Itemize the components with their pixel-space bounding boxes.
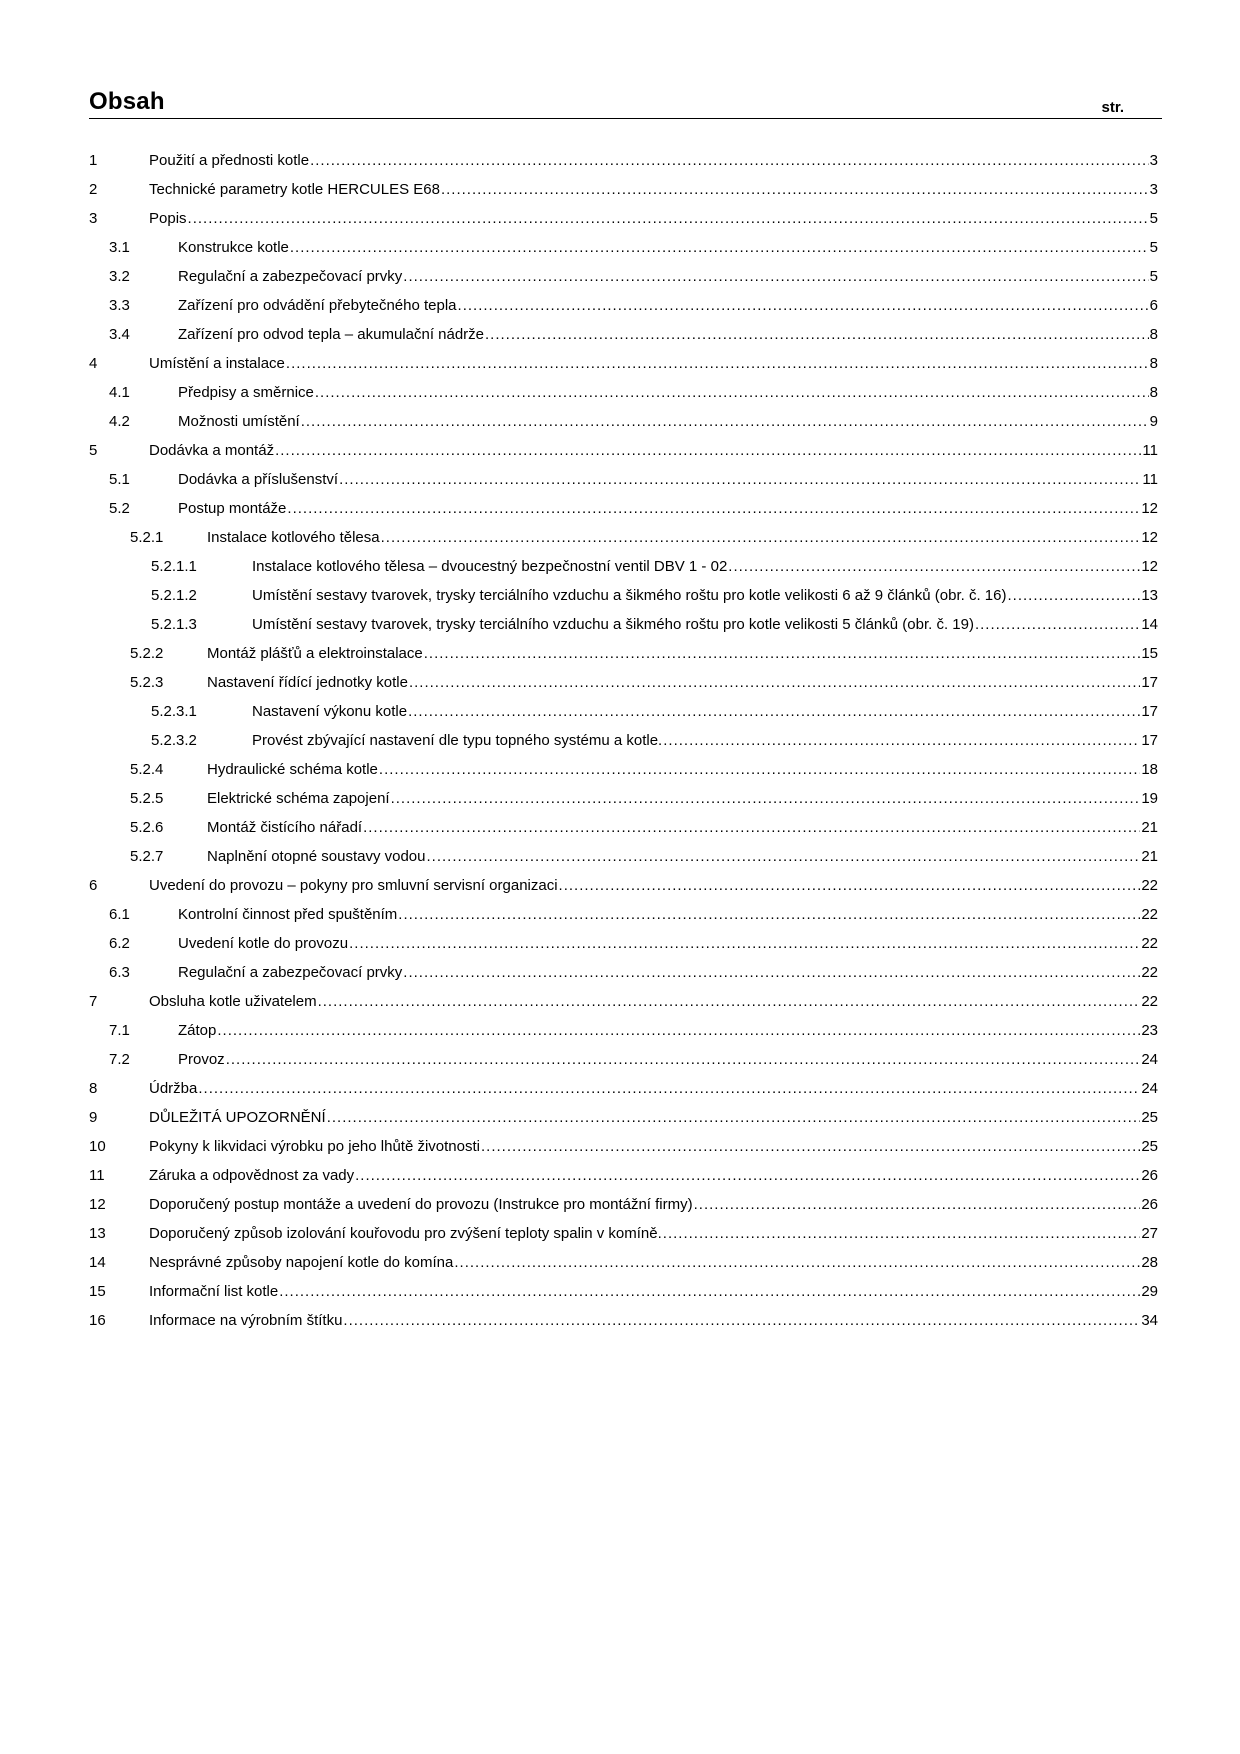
- toc-entry-page[interactable]: 14: [1141, 616, 1158, 633]
- toc-entry[interactable]: [89, 610, 1158, 639]
- toc-entry-body: [252, 610, 1158, 639]
- toc-entry-label[interactable]: Technické parametry kotle HERCULES E68: [149, 181, 440, 198]
- toc-entry-body: [207, 639, 1158, 668]
- toc-entry-label[interactable]: Provoz: [178, 1051, 225, 1068]
- toc-entry-number: 5.2.7: [130, 848, 164, 865]
- page-column-label: str.: [1101, 99, 1124, 116]
- toc-entry-body: [149, 146, 1158, 175]
- toc-entry-label[interactable]: Zátop: [178, 1022, 217, 1039]
- dot-leader: [355, 1161, 1140, 1190]
- dot-leader: [485, 320, 1149, 349]
- toc-entry[interactable]: [89, 958, 1158, 987]
- toc-entry-body: [149, 1219, 1158, 1248]
- toc-entry[interactable]: [89, 900, 1158, 929]
- toc-entry[interactable]: [89, 1190, 1158, 1219]
- toc-entry-number: 6.2: [109, 935, 130, 952]
- toc-entry-number: 5.2.6: [130, 819, 164, 836]
- toc-entry-number: 16: [89, 1312, 106, 1329]
- toc-entry-body: [252, 552, 1158, 581]
- toc-entry[interactable]: [89, 378, 1158, 407]
- toc-entry[interactable]: [89, 755, 1158, 784]
- toc-entry-page[interactable]: 12: [1141, 558, 1158, 575]
- dot-leader: [379, 755, 1140, 784]
- toc-entry[interactable]: [89, 581, 1158, 610]
- dot-leader: [301, 407, 1149, 436]
- toc-entry-label[interactable]: Uvedení do provozu – pokyny pro smluvní servisní organizaci: [149, 877, 558, 894]
- toc-entry-page[interactable]: 21: [1141, 848, 1158, 865]
- toc-entry-page[interactable]: 3: [1149, 152, 1158, 169]
- toc-entry-number: 6.1: [109, 906, 130, 923]
- toc-entry-page[interactable]: 5: [1149, 210, 1158, 227]
- toc-entry-page[interactable]: 22: [1141, 993, 1158, 1010]
- dot-leader: [454, 1248, 1140, 1277]
- dot-leader: [403, 262, 1148, 291]
- toc-entry-label[interactable]: Nastavení řídící jednotky kotle: [207, 674, 408, 691]
- page-title: Obsah: [89, 88, 165, 115]
- dot-leader: [391, 784, 1141, 813]
- dot-leader: [559, 871, 1141, 900]
- toc-entry-number: 14: [89, 1254, 106, 1271]
- toc-entry[interactable]: [89, 668, 1158, 697]
- toc-entry[interactable]: [89, 523, 1158, 552]
- toc-entry-body: [178, 1016, 1158, 1045]
- dot-leader: [310, 146, 1149, 175]
- toc-entry-body: [178, 262, 1158, 291]
- toc-entry-page[interactable]: 8: [1149, 326, 1158, 343]
- toc-entry[interactable]: [89, 552, 1158, 581]
- toc-entry[interactable]: [89, 1161, 1158, 1190]
- toc-entry-number: 3.2: [109, 268, 130, 285]
- toc-entry-page[interactable]: 8: [1149, 384, 1158, 401]
- toc-entry-page[interactable]: 24: [1141, 1080, 1158, 1097]
- toc-entry-number: 1: [89, 152, 98, 169]
- dot-leader: [398, 900, 1140, 929]
- toc-entry-number: 3.1: [109, 239, 130, 256]
- toc-entry-number: 7.1: [109, 1022, 130, 1039]
- toc-entry-label[interactable]: Předpisy a směrnice: [178, 384, 314, 401]
- toc-entry-number: 3.3: [109, 297, 130, 314]
- toc-entry-page[interactable]: 22: [1141, 906, 1158, 923]
- dot-leader: [217, 1016, 1140, 1045]
- toc-entry-page[interactable]: 13: [1141, 587, 1158, 604]
- toc-entry[interactable]: [89, 1277, 1158, 1306]
- toc-entry-label[interactable]: Regulační a zabezpečovací prvky: [178, 964, 403, 981]
- dot-leader: [408, 697, 1140, 726]
- toc-entry-label[interactable]: Uvedení kotle do provozu: [178, 935, 349, 952]
- toc-entry[interactable]: [89, 1103, 1158, 1132]
- toc-entry-number: 15: [89, 1283, 106, 1300]
- toc-entry-label[interactable]: Instalace kotlového tělesa – dvoucestný bezpečnostní ventil DBV 1 - 02: [252, 558, 728, 575]
- toc-entry-body: [149, 1161, 1158, 1190]
- toc-entry-number: 5.1: [109, 471, 130, 488]
- dot-leader: [481, 1132, 1140, 1161]
- dot-leader: [441, 175, 1149, 204]
- toc-entry-page[interactable]: 19: [1141, 790, 1158, 807]
- toc-entry-number: 5.2.3: [130, 674, 164, 691]
- toc-entry-label[interactable]: DŮLEŽITÁ UPOZORNĚNÍ: [149, 1109, 326, 1126]
- toc-entry-label[interactable]: Záruka a odpovědnost za vady: [149, 1167, 355, 1184]
- dot-leader: [409, 668, 1140, 697]
- toc-entry-number: 5.2.5: [130, 790, 164, 807]
- toc-entry-label[interactable]: Instalace kotlového tělesa: [207, 529, 380, 546]
- toc-entry-page[interactable]: 12: [1141, 500, 1158, 517]
- toc-entry-body: [149, 1074, 1158, 1103]
- toc-entry-page[interactable]: 25: [1141, 1138, 1158, 1155]
- toc-header: [89, 86, 1162, 119]
- toc-entry[interactable]: [89, 1016, 1158, 1045]
- toc-entry-number: 10: [89, 1138, 106, 1155]
- toc-entry-number: 5.2.1.1: [151, 558, 197, 575]
- dot-leader: [286, 349, 1149, 378]
- toc-entry-page[interactable]: 6: [1149, 297, 1158, 314]
- toc-entry-number: 6.3: [109, 964, 130, 981]
- toc-entry-number: 4.2: [109, 413, 130, 430]
- toc-entry-label[interactable]: Hydraulické schéma kotle: [207, 761, 378, 778]
- toc-entry-body: [178, 958, 1158, 987]
- toc-entry-label[interactable]: Pokyny k likvidaci výrobku po jeho lhůtě životnosti: [149, 1138, 480, 1155]
- toc-entry-body: [178, 378, 1158, 407]
- toc-entry-label[interactable]: Nesprávné způsoby napojení kotle do komína: [149, 1254, 454, 1271]
- toc-entry-page[interactable]: 34: [1141, 1312, 1158, 1329]
- toc-entry-label[interactable]: Umístění sestavy tvarovek, trysky terciálního vzduchu a šikmého roštu pro kotle velikosti 6 až 9 článků (obr. č. 16): [252, 587, 1007, 604]
- toc-entry[interactable]: [89, 146, 1158, 175]
- toc-entry-number: 12: [89, 1196, 106, 1213]
- toc-entry-number: 3: [89, 210, 98, 227]
- toc-entry-page[interactable]: 23: [1141, 1022, 1158, 1039]
- toc-entry[interactable]: [89, 784, 1158, 813]
- dot-leader: [427, 842, 1141, 871]
- toc-entry[interactable]: [89, 1219, 1158, 1248]
- dot-leader: [339, 465, 1141, 494]
- toc-entry[interactable]: [89, 697, 1158, 726]
- toc-entry[interactable]: [89, 291, 1158, 320]
- toc-entry[interactable]: [89, 204, 1158, 233]
- toc-entry-page[interactable]: 24: [1141, 1051, 1158, 1068]
- toc-entry-body: [178, 900, 1158, 929]
- toc-entry-page[interactable]: 15: [1141, 645, 1158, 662]
- toc-entry-body: [149, 349, 1158, 378]
- dot-leader: [290, 233, 1149, 262]
- toc-entry-body: [207, 784, 1158, 813]
- dot-leader: [694, 1190, 1141, 1219]
- toc-entry-page[interactable]: 28: [1141, 1254, 1158, 1271]
- toc-entry[interactable]: [89, 813, 1158, 842]
- toc-entry-page[interactable]: 17: [1141, 732, 1158, 749]
- toc-entry-page[interactable]: 11: [1142, 471, 1158, 488]
- toc-entry-label[interactable]: Postup montáže: [178, 500, 287, 517]
- toc-entry-label[interactable]: Regulační a zabezpečovací prvky: [178, 268, 403, 285]
- toc-entry-page[interactable]: 27: [1141, 1225, 1158, 1242]
- dot-leader: [381, 523, 1141, 552]
- dot-leader: [318, 987, 1141, 1016]
- toc-entry-number: 2: [89, 181, 98, 198]
- toc-entry-body: [149, 987, 1158, 1016]
- toc-entry-label[interactable]: Informační list kotle: [149, 1283, 279, 1300]
- toc-entry-body: [178, 320, 1158, 349]
- toc-entry-page[interactable]: 26: [1141, 1167, 1158, 1184]
- toc-entry-label[interactable]: Dodávka a montáž: [149, 442, 275, 459]
- toc-entry-body: [252, 697, 1158, 726]
- toc-entry-body: [178, 465, 1158, 494]
- toc-entry-body: [207, 813, 1158, 842]
- toc-entry-label[interactable]: Zařízení pro odvádění přebytečného tepla: [178, 297, 457, 314]
- toc-entry-body: [178, 233, 1158, 262]
- toc-entry-label[interactable]: Použití a přednosti kotle: [149, 152, 310, 169]
- toc-entry-body: [207, 668, 1158, 697]
- toc-entry-number: 8: [89, 1080, 98, 1097]
- toc-entry-body: [178, 1045, 1158, 1074]
- toc-entry-page[interactable]: 26: [1141, 1196, 1158, 1213]
- toc-entry-body: [252, 726, 1158, 755]
- toc-entry-label[interactable]: Nastavení výkonu kotle: [252, 703, 408, 720]
- toc-entry-number: 5.2.1: [130, 529, 164, 546]
- toc-entry-page[interactable]: 5: [1149, 239, 1158, 256]
- dot-leader: [728, 552, 1140, 581]
- toc-entry-page[interactable]: 3: [1149, 181, 1158, 198]
- toc-entry-label[interactable]: Provést zbývající nastavení dle typu topného systému a kotle.: [252, 732, 663, 749]
- toc-entry-label[interactable]: Údržba: [149, 1080, 198, 1097]
- toc-entry[interactable]: [89, 639, 1158, 668]
- toc-entry-label[interactable]: Doporučený způsob izolování kouřovodu pro zvýšení teploty spalin v komíně.: [149, 1225, 662, 1242]
- toc-entry[interactable]: [89, 1306, 1158, 1335]
- toc-entry[interactable]: [89, 871, 1158, 900]
- toc-entry-number: 4: [89, 355, 98, 372]
- dot-leader: [663, 1219, 1141, 1248]
- toc-entry-body: [149, 871, 1158, 900]
- toc-entry-label[interactable]: Popis: [149, 210, 187, 227]
- toc-entry-body: [149, 1132, 1158, 1161]
- toc-entry-label[interactable]: Montáž čistícího nářadí: [207, 819, 363, 836]
- toc-entry[interactable]: [89, 1074, 1158, 1103]
- dot-leader: [363, 813, 1140, 842]
- dot-leader: [226, 1045, 1141, 1074]
- toc-entry-page[interactable]: 22: [1141, 935, 1158, 952]
- toc-entry[interactable]: [89, 1132, 1158, 1161]
- dot-leader: [349, 929, 1140, 958]
- toc-entry[interactable]: [89, 1248, 1158, 1277]
- toc-entry-body: [149, 436, 1158, 465]
- toc-entry-page[interactable]: 22: [1141, 877, 1158, 894]
- dot-leader: [188, 204, 1149, 233]
- toc-entry-body: [178, 494, 1158, 523]
- toc-entry-number: 13: [89, 1225, 106, 1242]
- dot-leader: [327, 1103, 1141, 1132]
- toc-entry-body: [149, 175, 1158, 204]
- toc-entry-body: [149, 1277, 1158, 1306]
- dot-leader: [1007, 581, 1140, 610]
- toc-entry-page[interactable]: 22: [1141, 964, 1158, 981]
- toc-entry-page[interactable]: 17: [1141, 703, 1158, 720]
- toc-entry[interactable]: [89, 349, 1158, 378]
- dot-leader: [287, 494, 1140, 523]
- toc-entry[interactable]: [89, 494, 1158, 523]
- table-of-contents: [89, 146, 1158, 1335]
- toc-entry-label[interactable]: Dodávka a příslušenství: [178, 471, 339, 488]
- toc-entry-body: [178, 291, 1158, 320]
- toc-entry-body: [252, 581, 1158, 610]
- toc-entry[interactable]: [89, 1045, 1158, 1074]
- toc-entry-body: [207, 842, 1158, 871]
- toc-entry-number: 5.2.4: [130, 761, 164, 778]
- toc-entry[interactable]: [89, 175, 1158, 204]
- toc-entry-body: [207, 755, 1158, 784]
- dot-leader: [663, 726, 1140, 755]
- toc-entry-body: [207, 523, 1158, 552]
- toc-entry[interactable]: [89, 929, 1158, 958]
- dot-leader: [424, 639, 1141, 668]
- toc-entry-label[interactable]: Umístění sestavy tvarovek, trysky terciálního vzduchu a šikmého roštu pro kotle velikosti 5 článků (obr. č. 19): [252, 616, 974, 633]
- dot-leader: [315, 378, 1149, 407]
- toc-entry-label[interactable]: Konstrukce kotle: [178, 239, 289, 256]
- dot-leader: [975, 610, 1140, 639]
- toc-entry-page[interactable]: 18: [1141, 761, 1158, 778]
- toc-entry-page[interactable]: 21: [1141, 819, 1158, 836]
- toc-entry-number: 6: [89, 877, 98, 894]
- dot-leader: [275, 436, 1141, 465]
- toc-entry-page[interactable]: 9: [1149, 413, 1158, 430]
- toc-entry-body: [178, 929, 1158, 958]
- dot-leader: [403, 958, 1140, 987]
- dot-leader: [279, 1277, 1140, 1306]
- toc-entry[interactable]: [89, 436, 1158, 465]
- toc-entry-number: 5: [89, 442, 98, 459]
- toc-entry-number: 5.2.2: [130, 645, 164, 662]
- toc-entry-label[interactable]: Zařízení pro odvod tepla – akumulační nádrže: [178, 326, 485, 343]
- dot-leader: [343, 1306, 1140, 1335]
- toc-entry-body: [178, 407, 1158, 436]
- toc-entry-label[interactable]: Obsluha kotle uživatelem: [149, 993, 317, 1010]
- toc-entry[interactable]: [89, 262, 1158, 291]
- toc-entry[interactable]: [89, 726, 1158, 755]
- toc-entry-page[interactable]: 29: [1141, 1283, 1158, 1300]
- toc-entry-number: 7: [89, 993, 98, 1010]
- toc-entry-number: 5.2.3.1: [151, 703, 197, 720]
- toc-entry[interactable]: [89, 987, 1158, 1016]
- toc-entry-number: 7.2: [109, 1051, 130, 1068]
- toc-entry-label[interactable]: Umístění a instalace: [149, 355, 285, 372]
- toc-entry[interactable]: [89, 465, 1158, 494]
- toc-entry-number: 5.2.1.2: [151, 587, 197, 604]
- toc-entry-page[interactable]: 17: [1141, 674, 1158, 691]
- toc-entry-label[interactable]: Informace na výrobním štítku: [149, 1312, 343, 1329]
- toc-entry-number: 5.2.3.2: [151, 732, 197, 749]
- toc-entry-body: [149, 1190, 1158, 1219]
- toc-entry[interactable]: [89, 233, 1158, 262]
- toc-entry-body: [149, 1306, 1158, 1335]
- toc-entry-body: [149, 204, 1158, 233]
- toc-entry[interactable]: [89, 407, 1158, 436]
- toc-entry-page[interactable]: 12: [1141, 529, 1158, 546]
- toc-entry-number: 11: [89, 1167, 105, 1184]
- toc-entry-number: 9: [89, 1109, 98, 1126]
- toc-entry-label[interactable]: Doporučený postup montáže a uvedení do provozu (Instrukce pro montážní firmy): [149, 1196, 693, 1213]
- dot-leader: [198, 1074, 1140, 1103]
- toc-entry-page[interactable]: 25: [1141, 1109, 1158, 1126]
- toc-entry-body: [149, 1103, 1158, 1132]
- toc-entry-page[interactable]: 5: [1149, 268, 1158, 285]
- toc-entry[interactable]: [89, 842, 1158, 871]
- toc-entry-number: 4.1: [109, 384, 130, 401]
- toc-entry-page[interactable]: 8: [1149, 355, 1158, 372]
- toc-entry-label[interactable]: Naplnění otopné soustavy vodou: [207, 848, 426, 865]
- toc-entry-body: [149, 1248, 1158, 1277]
- toc-entry-number: 5.2: [109, 500, 130, 517]
- toc-entry-label[interactable]: Kontrolní činnost před spuštěním: [178, 906, 398, 923]
- toc-entry-page[interactable]: 11: [1142, 442, 1158, 459]
- toc-entry-number: 3.4: [109, 326, 130, 343]
- dot-leader: [458, 291, 1149, 320]
- toc-entry-label[interactable]: Možnosti umístění: [178, 413, 300, 430]
- toc-entry-number: 5.2.1.3: [151, 616, 197, 633]
- toc-entry[interactable]: [89, 320, 1158, 349]
- toc-entry-label[interactable]: Montáž plášťů a elektroinstalace: [207, 645, 423, 662]
- toc-entry-label[interactable]: Elektrické schéma zapojení: [207, 790, 390, 807]
